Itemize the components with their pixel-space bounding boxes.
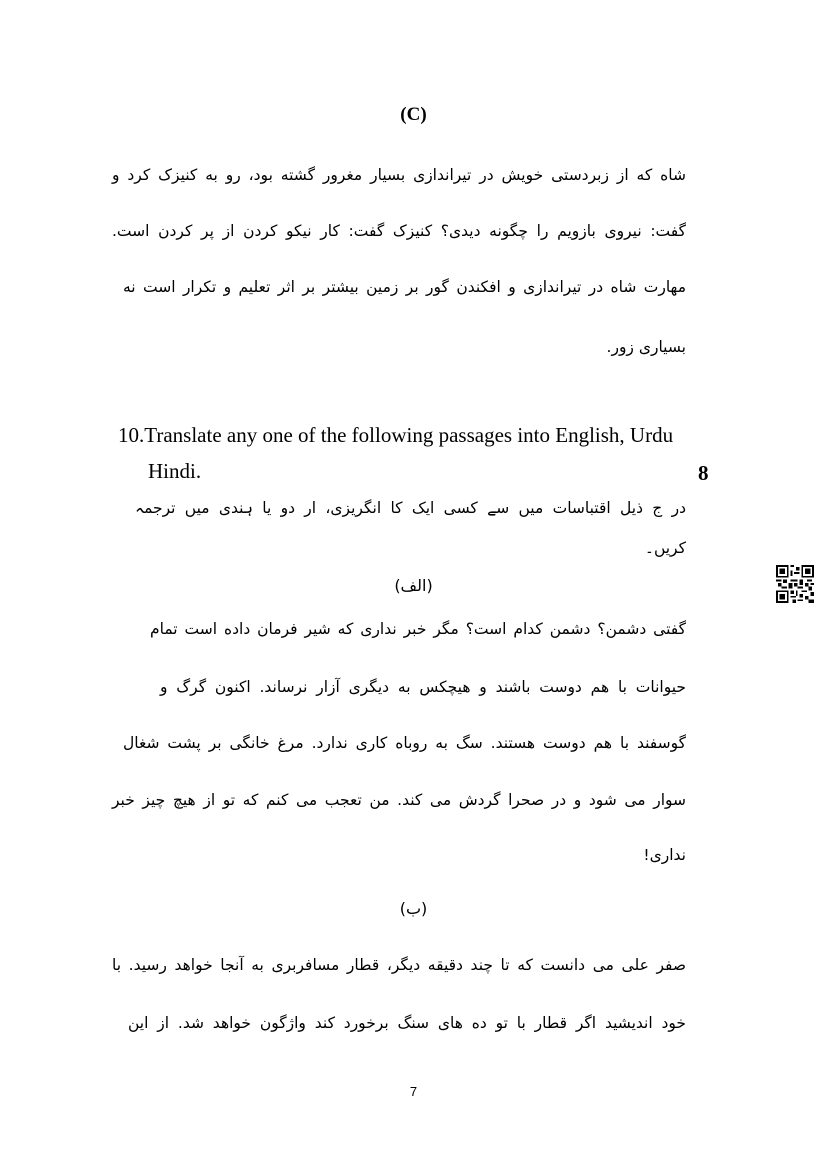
section-be-line-1: صفر علی می دانست که تا چند دقیقه دیگر، قطار مسافربری به آنجا خواهد رسید. با xyxy=(112,956,686,974)
section-c-line-1: شاه که از زبردستی خویش در تیراندازی بسیار مغرور گشته بود، رو به کنیزک کرد و xyxy=(112,166,686,184)
question-10-marks: 8 xyxy=(698,461,709,485)
section-c-label: (C) xyxy=(400,104,427,125)
section-be-label: (ب) xyxy=(399,899,428,918)
section-alef-label: (الف) xyxy=(394,576,433,595)
section-alef-line-2: حیوانات با هم دوست باشند و هیچکس به دیگری آزار نرساند. اکنون گرگ و xyxy=(160,678,686,696)
section-c-line-4: بسیاری زور. xyxy=(606,338,686,356)
section-c-line-2: گفت: نیروی بازویم را چگونه دیدی؟ کنیزک گفت: کار نیکو کردن از پر کردن است. xyxy=(112,222,686,240)
section-alef-line-3: گوسفند با هم دوست هستند. سگ به روباه کاری ندارد. مرغ خانگی بر پشت شغال xyxy=(123,734,686,752)
section-be-line-2: خود اندیشید اگر قطار با تو ده های سنگ برخورد کند واژگون خواهد شد. از این xyxy=(128,1014,686,1032)
urdu-instruction-line-1: در ج ذیل اقتباسات میں سے کسی ایک کا انگریزی، ار دو یا ہندی میں ترجمہ xyxy=(135,499,686,517)
question-10-text: 10.Translate any one of the following passages into English, Urdu xyxy=(118,423,674,447)
question-10-continuation: Hindi. xyxy=(148,459,202,483)
section-alef-line-1: گفتی دشمن؟ دشمن کدام است؟ مگر خبر نداری که شیر فرمان داده است تمام xyxy=(150,620,686,638)
section-alef-line-4: سوار می شود و در صحرا گردش می کند. من تعجب می کنم که تو از هیچ چیز خبر xyxy=(112,791,686,809)
section-c-line-3: مهارت شاه در تیراندازی و افکندن گور بر زمین بیشتر بر اثر تعلیم و تکرار است نه xyxy=(123,278,686,296)
section-alef-line-5: نداری! xyxy=(643,846,686,864)
page-number: 7 xyxy=(409,1084,418,1099)
qr-code-icon xyxy=(776,565,814,603)
urdu-instruction-line-2: کریں۔ xyxy=(644,539,686,557)
